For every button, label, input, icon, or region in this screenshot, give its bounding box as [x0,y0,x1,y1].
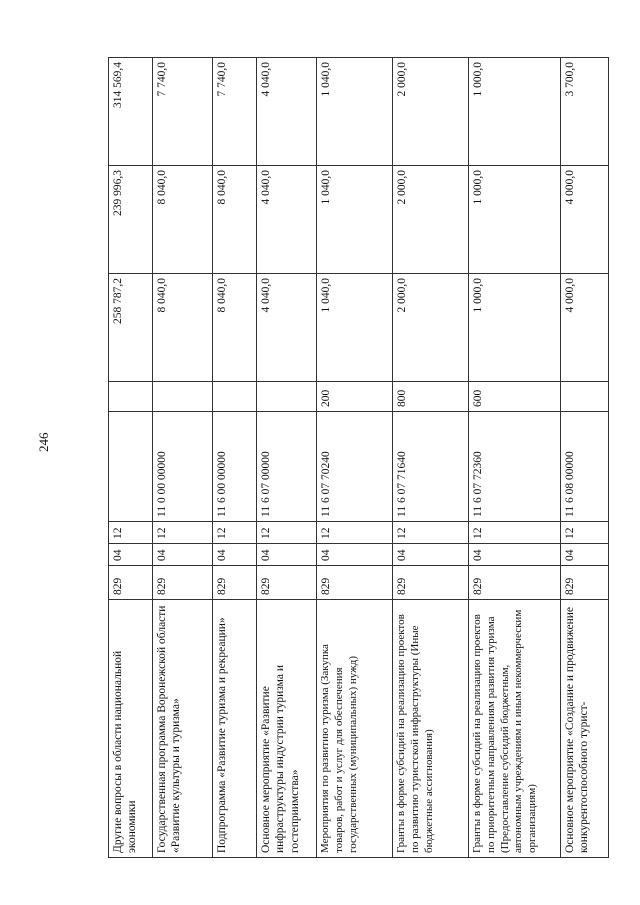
cell-csr: 11 6 07 00000 [257,412,317,522]
table-row [153,58,213,858]
cell-y1: 1 000,0 [469,274,561,382]
cell-pr: 12 [257,522,317,544]
cell-y1: 8 040,0 [213,274,257,382]
cell-name: Гранты в форме субсидий на реализацию проектов по приоритетным направлениям развития туризма (Предоставление субсидий бюджетным, автономным учреждениям и иным некоммерческим организациям) [469,600,561,858]
cell-rz: 04 [213,544,257,566]
cell-y3: 4 040,0 [257,58,317,166]
cell-y2: 8 040,0 [213,166,257,274]
cell-pr: 12 [109,522,153,544]
cell-rz: 04 [561,544,609,566]
cell-pr: 12 [153,522,213,544]
cell-csr: 11 0 00 00000 [153,412,213,522]
cell-y3: 1 040,0 [317,58,393,166]
cell-vr [213,382,257,412]
cell-y2: 1 000,0 [469,166,561,274]
cell-gr: 829 [469,566,561,600]
table-row [561,58,609,858]
cell-name: Подпрограмма «Развитие туризма и рекреации» [213,600,257,858]
cell-csr: 11 6 08 00000 [561,412,609,522]
cell-rz: 04 [153,544,213,566]
cell-vr [257,382,317,412]
cell-name: Государственная программа Воронежской области «Развитие культуры и туризма» [153,600,213,858]
cell-gr: 829 [109,566,153,600]
cell-y3: 3 700,0 [561,58,609,166]
cell-pr: 12 [393,522,469,544]
cell-y1: 258 787,2 [109,274,153,382]
cell-name: Гранты в форме субсидий на реализацию проектов по развитию туристской инфраструктуры (Иные бюджетные ассигнования) [393,600,469,858]
cell-vr: 800 [393,382,469,412]
cell-y2: 4 040,0 [257,166,317,274]
cell-vr: 200 [317,382,393,412]
cell-y2: 4 000,0 [561,166,609,274]
table-row [109,58,153,858]
page-number: 246 [36,432,51,452]
cell-y2: 239 996,3 [109,166,153,274]
cell-rz: 04 [317,544,393,566]
cell-y3: 2 000,0 [393,58,469,166]
cell-y2: 2 000,0 [393,166,469,274]
cell-y2: 8 040,0 [153,166,213,274]
cell-rz: 04 [393,544,469,566]
cell-y1: 1 040,0 [317,274,393,382]
cell-y1: 8 040,0 [153,274,213,382]
rotated-table-container [108,58,608,858]
cell-y2: 1 040,0 [317,166,393,274]
cell-csr [109,412,153,522]
cell-vr [109,382,153,412]
cell-name: Мероприятия по развитию туризма (Закупка товаров, работ и услуг для обеспечения государственных (муниципальных) нужд) [317,600,393,858]
cell-y3: 7 740,0 [153,58,213,166]
cell-pr: 12 [469,522,561,544]
cell-gr: 829 [257,566,317,600]
table-row [213,58,257,858]
cell-name: Основное мероприятие «Создание и продвижение конкурентоспособного турист- [561,600,609,858]
cell-y3: 314 569,4 [109,58,153,166]
cell-y1: 4 040,0 [257,274,317,382]
table-row [317,58,393,858]
cell-name: Основное мероприятие «Развитие инфраструктуры индустрии туризма и гостеприимства» [257,600,317,858]
cell-y1: 2 000,0 [393,274,469,382]
cell-pr: 12 [317,522,393,544]
table-row [393,58,469,858]
cell-gr: 829 [561,566,609,600]
cell-vr: 600 [469,382,561,412]
cell-rz: 04 [469,544,561,566]
cell-gr: 829 [213,566,257,600]
cell-gr: 829 [153,566,213,600]
budget-table [108,57,609,858]
cell-vr [561,382,609,412]
cell-csr: 11 6 07 71640 [393,412,469,522]
cell-rz: 04 [257,544,317,566]
cell-csr: 11 6 07 70240 [317,412,393,522]
cell-gr: 829 [393,566,469,600]
cell-vr [153,382,213,412]
cell-rz: 04 [109,544,153,566]
cell-y3: 1 000,0 [469,58,561,166]
cell-pr: 12 [213,522,257,544]
cell-pr: 12 [561,522,609,544]
cell-csr: 11 6 07 72360 [469,412,561,522]
table-row [257,58,317,858]
table-row [469,58,561,858]
cell-y1: 4 000,0 [561,274,609,382]
cell-y3: 7 740,0 [213,58,257,166]
cell-name: Другие вопросы в области национальной экономики [109,600,153,858]
cell-csr: 11 6 00 00000 [213,412,257,522]
cell-gr: 829 [317,566,393,600]
